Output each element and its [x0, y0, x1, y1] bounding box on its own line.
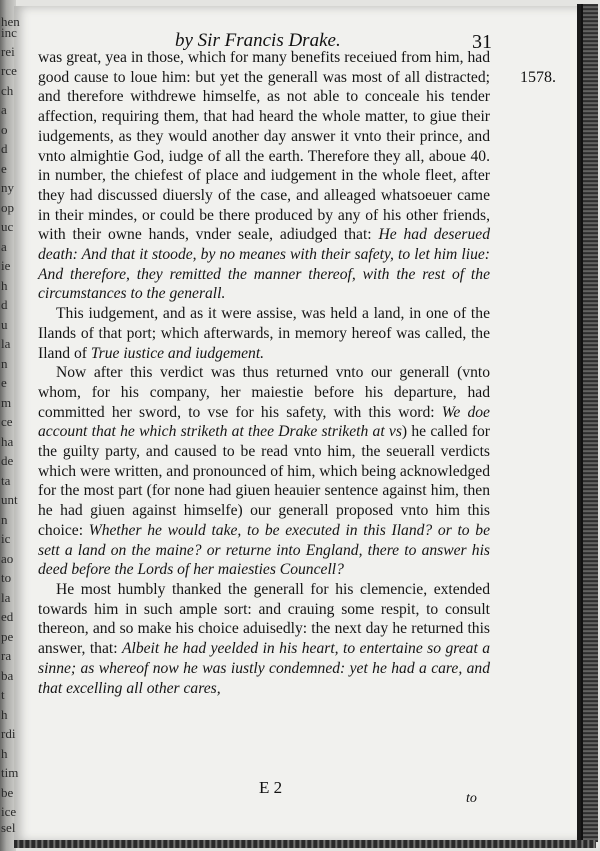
- margin-fragment: ie: [1, 258, 11, 273]
- bottom-page-edges: [14, 840, 596, 848]
- margin-fragment: ic: [1, 531, 11, 546]
- margin-year-note: 1578.: [520, 69, 556, 86]
- margin-fragment: ta: [1, 473, 11, 488]
- choice-quote: Whether he would take, to be executed in this Iland? or to be sett a land on the maine? or returne into England, there to answer his deed before the Lords of her maiesties Councell?: [38, 521, 490, 579]
- margin-fragment: ce: [1, 414, 13, 429]
- previous-page-margin-fragments: [0, 0, 22, 851]
- margin-fragment: op: [1, 200, 14, 215]
- margin-fragment: h: [1, 707, 8, 722]
- verdict-quote: He had deserued death: And that it stoode, by no meanes with their safety, to let him liue: And therefore, they remitted the manner thereof, with the rest of the circumstances to the generall.: [38, 226, 490, 303]
- catchword: to: [466, 791, 477, 806]
- margin-fragment: ch: [1, 83, 14, 98]
- margin-fragment: n: [1, 512, 8, 527]
- margin-fragment: h: [1, 746, 8, 761]
- island-name: True iustice and iudgement.: [90, 344, 265, 362]
- stacked-page-edges: [581, 4, 598, 842]
- margin-fragment: la: [1, 336, 11, 351]
- paragraph-text: He most humbly thanked the generall for his clemencie, extended towards him in such ample sort: and crauing some respit, to consult thereon, and so make his choice aduisedly: the next day he returned this answer, that:: [38, 580, 490, 658]
- margin-fragment: sel: [1, 820, 16, 835]
- margin-fragment: ao: [1, 551, 14, 566]
- margin-fragment: pe: [1, 629, 14, 644]
- margin-fragment: u: [1, 317, 8, 332]
- margin-fragment: m: [1, 395, 12, 410]
- margin-fragment: ba: [1, 668, 14, 683]
- margin-fragment: rdi: [1, 726, 16, 741]
- paragraph-judgement: [38, 48, 490, 304]
- margin-fragment: n: [1, 356, 8, 371]
- paragraph-answer: [38, 580, 490, 698]
- paragraph-text: This iudgement, and as it were assise, was held a land, in one of the Ilands of that port; which afterwards, in memory hereof was called, the Iland of: [38, 305, 490, 362]
- margin-fragment: e: [1, 161, 7, 176]
- margin-fragment: hen: [1, 14, 20, 29]
- margin-fragment: ra: [1, 648, 12, 663]
- paragraph-assise: [38, 304, 490, 363]
- margin-fragment: a: [1, 239, 7, 254]
- margin-fragment: ed: [1, 609, 14, 624]
- margin-fragment: to: [1, 570, 12, 585]
- signature-mark: E 2: [259, 778, 283, 797]
- margin-fragment: unt: [1, 492, 18, 507]
- answer-quote: Albeit he had yeelded in his heart, to entertaine so great a sinne; as whereof now he was iustly condemned: yet he had a care, and that excelling all other cares,: [38, 640, 490, 697]
- paragraph-verdict-returned: [38, 363, 490, 580]
- margin-fragment: la: [1, 590, 11, 605]
- paragraph-text: was great, yea in those, which for many benefits receiued from him, had good cause to loue him: but yet the generall was most of all distracted; and therefore withdrewe himselfe, as not able to conceale his tender affection, requiring them, that had heard the whole matter, to giue their iudgements, as they would another day answer it vnto their prince, and vnto almightie God, iudge of all the earth. Therefore they all, aboue 40. in number, the chiefest of place and iudgement in the whole fleet, after they had discussed diuersly of the case, and alleaged whatsoeuer came in their mindes, or could be there produced by any of his other friends, with their owne hands, vnder seale, adiudged that:: [38, 49, 490, 244]
- running-title: by Sir Francis Drake.: [175, 30, 341, 51]
- margin-fragment: uc: [1, 219, 14, 234]
- paragraph-text: ) he called for the guilty party, and caused to be read vnto him, the seuerall verdicts which were written, and pronounced of him, which being acknowledged for the most part (for none had giuen heauier sentence against him, then he had giuen against himselfe) our generall proposed vnto him this choice:: [38, 423, 490, 539]
- margin-fragment: e: [1, 375, 7, 390]
- margin-fragment: rei: [1, 44, 15, 59]
- margin-fragment: ha: [1, 434, 14, 449]
- margin-fragment: tim: [1, 765, 19, 780]
- page-number: 31: [472, 31, 492, 53]
- margin-fragment: d: [1, 297, 8, 312]
- margin-fragment: be: [1, 785, 14, 800]
- margin-fragment: ice: [1, 804, 17, 819]
- margin-fragment: d: [1, 141, 8, 156]
- page-body: [38, 48, 490, 698]
- margin-fragment: o: [1, 122, 8, 137]
- queen-motto: We doe account that he which striketh at thee Drake striketh at vs: [38, 403, 490, 441]
- paragraph-text: Now after this verdict was thus returned vnto our generall (vnto whom, for his company, her maiestie before his departure, had committed her sword, to vse for his safety, with this word:: [38, 364, 490, 421]
- margin-fragment: a: [1, 102, 7, 117]
- margin-fragment: inc: [1, 25, 17, 40]
- margin-fragment: rce: [1, 63, 17, 78]
- margin-fragment: t: [1, 687, 5, 702]
- margin-fragment: h: [1, 278, 8, 293]
- margin-fragment: ny: [1, 180, 14, 195]
- margin-fragment: de: [1, 453, 14, 468]
